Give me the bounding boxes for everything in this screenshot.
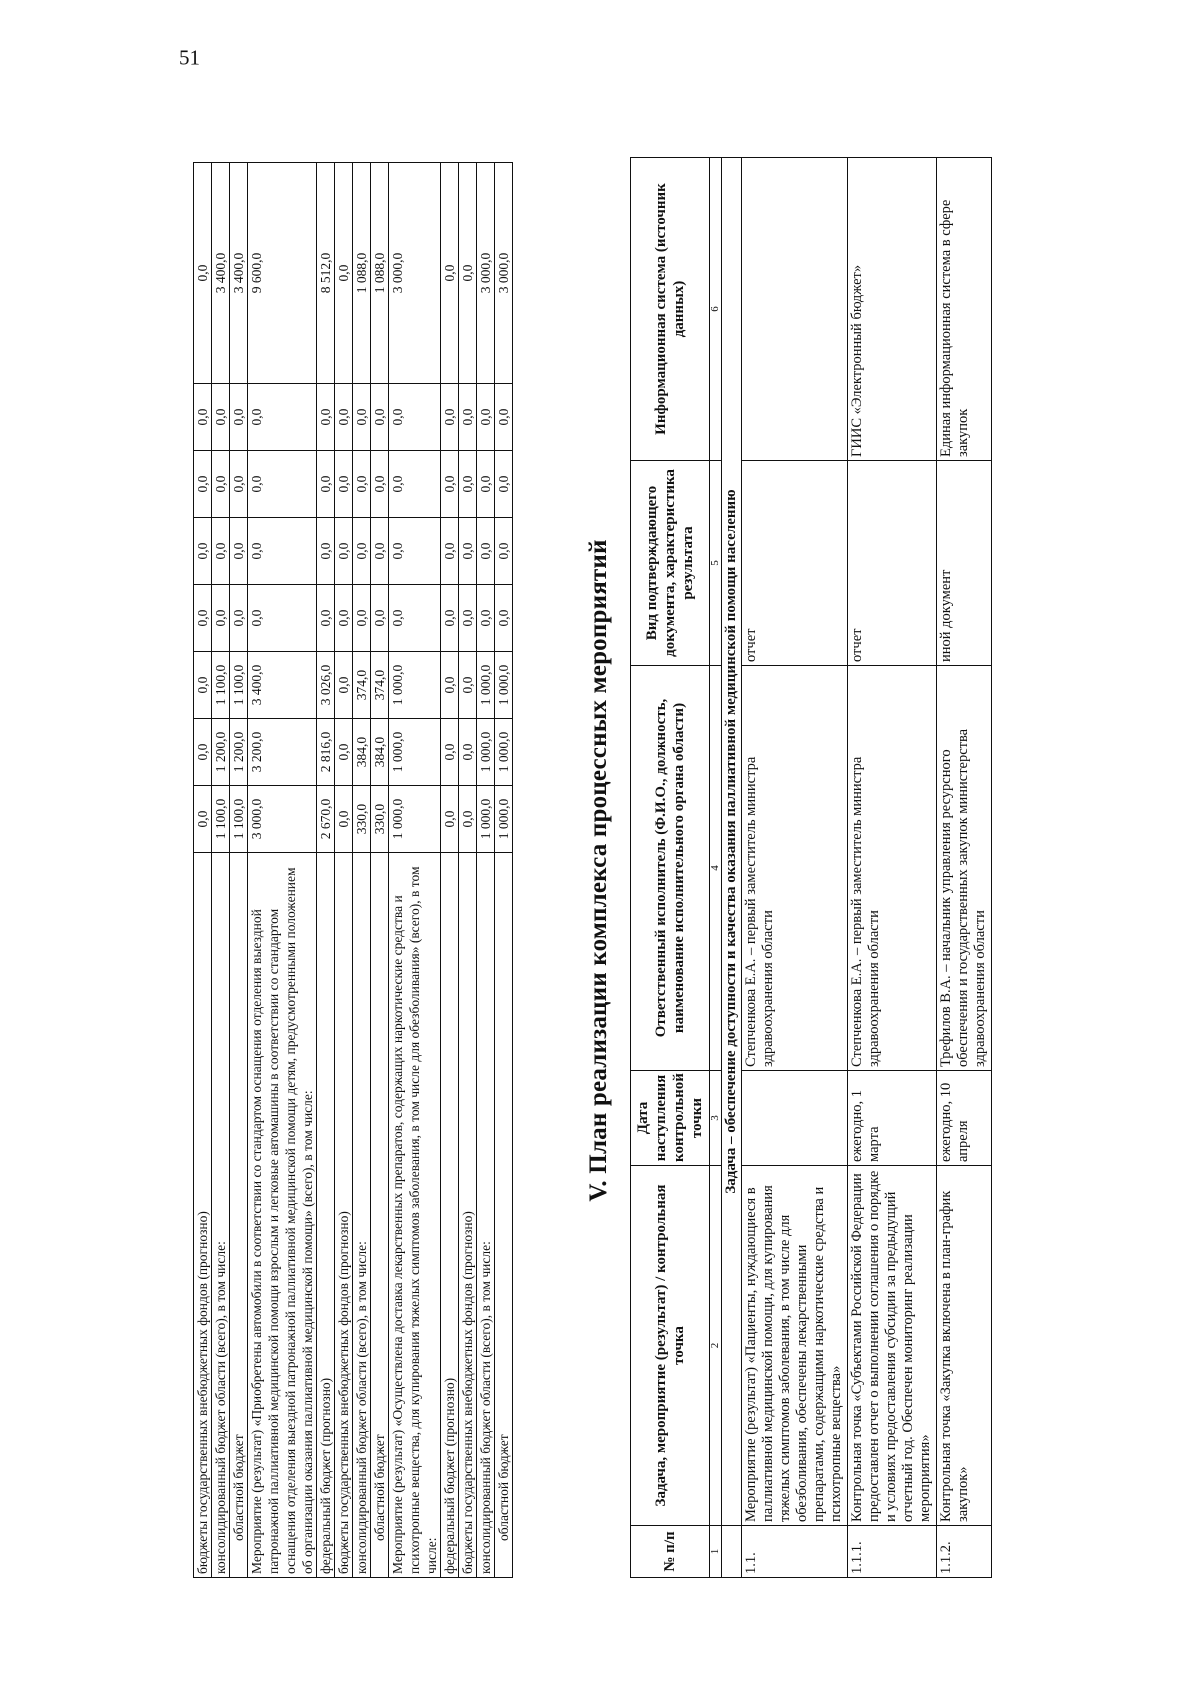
row-system: ГИИС «Электронный бюджет» bbox=[848, 158, 937, 461]
column-number: 5 bbox=[710, 461, 722, 666]
funding-year-value: 0,0 bbox=[335, 585, 353, 652]
funding-total-value: 3 000,0 bbox=[389, 163, 441, 384]
funding-year-value: 0,0 bbox=[212, 451, 230, 518]
funding-year-value: 1 200,0 bbox=[230, 719, 248, 786]
row-document: отчет bbox=[848, 461, 937, 666]
column-number: 4 bbox=[710, 666, 722, 1071]
funding-year-value: 1 000,0 bbox=[477, 786, 495, 853]
task-title: Задача – обеспечение доступности и качества оказания паллиативной медицинской помощи населению bbox=[722, 158, 742, 1526]
funding-year-value: 0,0 bbox=[335, 518, 353, 585]
funding-year-value: 0,0 bbox=[317, 585, 335, 652]
funding-year-value: 384,0 bbox=[371, 719, 389, 786]
funding-year-value: 0,0 bbox=[459, 719, 477, 786]
header-responsible: Ответственный исполнитель (Ф.И.О., должность, наименование исполнительного органа области) bbox=[631, 666, 710, 1071]
funding-row bbox=[353, 163, 371, 1578]
funding-table-body bbox=[194, 163, 513, 1578]
funding-year-value: 0,0 bbox=[495, 451, 513, 518]
funding-year-value: 0,0 bbox=[441, 518, 459, 585]
funding-year-value: 0,0 bbox=[335, 384, 353, 451]
funding-row bbox=[335, 163, 353, 1578]
header-document: Вид подтверждающего документа, характеристика результата bbox=[631, 461, 710, 666]
funding-year-value: 0,0 bbox=[459, 384, 477, 451]
funding-year-value: 0,0 bbox=[441, 384, 459, 451]
column-number: 2 bbox=[710, 1166, 722, 1526]
funding-year-value: 0,0 bbox=[230, 384, 248, 451]
row-number: 1.1. bbox=[742, 1526, 848, 1578]
plan-row bbox=[742, 158, 848, 1578]
funding-year-value: 0,0 bbox=[230, 451, 248, 518]
funding-table bbox=[193, 162, 513, 1578]
row-number: 1.1.2. bbox=[937, 1526, 992, 1578]
task-row bbox=[722, 158, 742, 1578]
row-date bbox=[742, 1071, 848, 1166]
funding-row-label: областной бюджет bbox=[230, 853, 248, 1578]
funding-year-value: 0,0 bbox=[317, 451, 335, 518]
row-date: ежегодно, 1 марта bbox=[848, 1071, 937, 1166]
funding-row bbox=[389, 163, 441, 1578]
header-number: № п/п bbox=[631, 1526, 710, 1578]
funding-year-value: 330,0 bbox=[353, 786, 371, 853]
header-task: Задача, мероприятие (результат) / контрольная точка bbox=[631, 1166, 710, 1526]
plan-header-row bbox=[631, 158, 710, 1578]
plan-column-number-row bbox=[710, 158, 722, 1578]
funding-year-value: 0,0 bbox=[212, 384, 230, 451]
funding-year-value: 1 100,0 bbox=[212, 652, 230, 719]
funding-year-value: 3 026,0 bbox=[317, 652, 335, 719]
funding-year-value: 0,0 bbox=[194, 585, 212, 652]
funding-year-value: 0,0 bbox=[459, 451, 477, 518]
funding-year-value: 0,0 bbox=[194, 384, 212, 451]
funding-row bbox=[441, 163, 459, 1578]
funding-year-value: 0,0 bbox=[477, 585, 495, 652]
funding-year-value: 0,0 bbox=[317, 384, 335, 451]
funding-total-value: 0,0 bbox=[194, 163, 212, 384]
row-document: отчет bbox=[742, 461, 848, 666]
funding-year-value: 0,0 bbox=[441, 719, 459, 786]
header-system: Информационная система (источник данных) bbox=[631, 158, 710, 461]
funding-year-value: 1 000,0 bbox=[477, 652, 495, 719]
funding-year-value: 0,0 bbox=[335, 652, 353, 719]
funding-year-value: 0,0 bbox=[194, 719, 212, 786]
row-title: Контрольная точка «Субъектами Российской Федерации предоставлен отчет о выполнении соглашения о порядке и условиях предоставления субсидии за предыдущий отчетный год. Обеспечен мониторинг реализации мероприятия» bbox=[848, 1166, 937, 1526]
funding-year-value: 0,0 bbox=[194, 786, 212, 853]
funding-row-label: областной бюджет bbox=[495, 853, 513, 1578]
funding-year-value: 0,0 bbox=[389, 585, 441, 652]
funding-year-value: 1 100,0 bbox=[230, 786, 248, 853]
funding-row bbox=[248, 163, 317, 1578]
funding-row-label: бюджеты государственных внебюджетных фондов (прогнозно) bbox=[194, 853, 212, 1578]
funding-row bbox=[459, 163, 477, 1578]
funding-total-value: 3 400,0 bbox=[212, 163, 230, 384]
funding-year-value: 0,0 bbox=[459, 585, 477, 652]
funding-year-value: 1 000,0 bbox=[495, 786, 513, 853]
funding-total-value: 0,0 bbox=[441, 163, 459, 384]
funding-row-label: Мероприятие (результат) «Осуществлена доставка лекарственных препаратов, содержащих наркотические средства и психотропные вещества, для купирования тяжелых симптомов заболевания, в том числе для обезболивания» (всего), в том числе: bbox=[389, 853, 441, 1578]
funding-year-value: 330,0 bbox=[371, 786, 389, 853]
row-responsible: Степченкова Е.А. – первый заместитель министра здравоохранения области bbox=[848, 666, 937, 1071]
funding-year-value: 1 000,0 bbox=[495, 719, 513, 786]
funding-row bbox=[212, 163, 230, 1578]
plan-row bbox=[937, 158, 992, 1578]
funding-year-value: 0,0 bbox=[389, 451, 441, 518]
funding-row bbox=[495, 163, 513, 1578]
row-system bbox=[742, 158, 848, 461]
funding-total-value: 1 088,0 bbox=[371, 163, 389, 384]
funding-total-value: 3 000,0 bbox=[495, 163, 513, 384]
funding-year-value: 1 200,0 bbox=[212, 719, 230, 786]
column-number: 1 bbox=[710, 1526, 722, 1578]
funding-row bbox=[194, 163, 212, 1578]
funding-year-value: 0,0 bbox=[441, 585, 459, 652]
funding-year-value: 0,0 bbox=[194, 518, 212, 585]
funding-total-value: 1 088,0 bbox=[353, 163, 371, 384]
funding-year-value: 0,0 bbox=[353, 585, 371, 652]
funding-year-value: 2 670,0 bbox=[317, 786, 335, 853]
funding-year-value: 1 100,0 bbox=[230, 652, 248, 719]
funding-row bbox=[371, 163, 389, 1578]
funding-total-value: 3 000,0 bbox=[477, 163, 495, 384]
funding-row-label: федеральный бюджет (прогнозно) bbox=[317, 853, 335, 1578]
column-number: 6 bbox=[710, 158, 722, 461]
funding-row-label: бюджеты государственных внебюджетных фондов (прогнозно) bbox=[459, 853, 477, 1578]
funding-year-value: 0,0 bbox=[477, 451, 495, 518]
funding-year-value: 1 000,0 bbox=[389, 786, 441, 853]
section-title: V. План реализации комплекса процессных мероприятий bbox=[585, 539, 612, 1202]
row-title: Контрольная точка «Закупка включена в план-график закупок» bbox=[937, 1166, 992, 1526]
row-number: 1.1.1. bbox=[848, 1526, 937, 1578]
funding-year-value: 0,0 bbox=[459, 652, 477, 719]
funding-year-value: 0,0 bbox=[248, 451, 317, 518]
funding-year-value: 0,0 bbox=[441, 451, 459, 518]
funding-year-value: 2 816,0 bbox=[317, 719, 335, 786]
funding-row bbox=[477, 163, 495, 1578]
funding-year-value: 3 200,0 bbox=[248, 719, 317, 786]
funding-year-value: 0,0 bbox=[212, 585, 230, 652]
funding-year-value: 0,0 bbox=[371, 585, 389, 652]
funding-total-value: 0,0 bbox=[459, 163, 477, 384]
funding-total-value: 3 400,0 bbox=[230, 163, 248, 384]
funding-year-value: 3 000,0 bbox=[248, 786, 317, 853]
funding-year-value: 0,0 bbox=[477, 384, 495, 451]
funding-year-value: 0,0 bbox=[335, 786, 353, 853]
funding-year-value: 0,0 bbox=[371, 518, 389, 585]
funding-year-value: 1 000,0 bbox=[495, 652, 513, 719]
plan-table-body bbox=[722, 158, 992, 1578]
funding-row bbox=[317, 163, 335, 1578]
funding-year-value: 1 000,0 bbox=[389, 652, 441, 719]
funding-year-value: 0,0 bbox=[230, 518, 248, 585]
funding-year-value: 0,0 bbox=[353, 518, 371, 585]
row-document: иной документ bbox=[937, 461, 992, 666]
funding-year-value: 384,0 bbox=[353, 719, 371, 786]
funding-row-label: бюджеты государственных внебюджетных фондов (прогнозно) bbox=[335, 853, 353, 1578]
funding-year-value: 0,0 bbox=[477, 518, 495, 585]
funding-year-value: 0,0 bbox=[495, 518, 513, 585]
funding-year-value: 374,0 bbox=[371, 652, 389, 719]
funding-total-value: 8 512,0 bbox=[317, 163, 335, 384]
row-responsible: Степченкова Е.А. – первый заместитель министра здравоохранения области bbox=[742, 666, 848, 1071]
rotated-landscape-page bbox=[155, 45, 1105, 1578]
header-date: Дата наступления контрольной точки bbox=[631, 1071, 710, 1166]
page-number: 51 bbox=[179, 45, 200, 70]
row-responsible: Трефилов В.А. – начальник управления ресурсного обеспечения и государственных закупок министерства здравоохранения области bbox=[937, 666, 992, 1071]
funding-row-label: консолидированный бюджет области (всего), в том числе: bbox=[477, 853, 495, 1578]
funding-year-value: 0,0 bbox=[441, 652, 459, 719]
funding-year-value: 0,0 bbox=[389, 518, 441, 585]
funding-year-value: 3 400,0 bbox=[248, 652, 317, 719]
funding-year-value: 0,0 bbox=[441, 786, 459, 853]
plan-row bbox=[848, 158, 937, 1578]
column-number: 3 bbox=[710, 1071, 722, 1166]
funding-year-value: 0,0 bbox=[353, 451, 371, 518]
funding-year-value: 0,0 bbox=[371, 451, 389, 518]
funding-row-label: Мероприятие (результат) «Приобретены автомобили в соответствии со стандартом оснащения отделения выездной патронажной паллиативной медицинской помощи взрослым и легковые автомашины в соответствии со стандартом оснащения отделения выездной патронажной паллиативной медицинской помощи детям, предусмотренными положением об организации оказания паллиативной медицинской помощи» (всего), в том числе: bbox=[248, 853, 317, 1578]
funding-year-value: 0,0 bbox=[248, 384, 317, 451]
funding-year-value: 0,0 bbox=[317, 518, 335, 585]
funding-year-value: 0,0 bbox=[495, 585, 513, 652]
funding-year-value: 0,0 bbox=[459, 518, 477, 585]
funding-year-value: 374,0 bbox=[353, 652, 371, 719]
funding-year-value: 1 100,0 bbox=[212, 786, 230, 853]
row-system: Единая информационная система в сфере закупок bbox=[937, 158, 992, 461]
funding-row-label: областной бюджет bbox=[371, 853, 389, 1578]
funding-year-value: 1 000,0 bbox=[389, 719, 441, 786]
funding-total-value: 9 600,0 bbox=[248, 163, 317, 384]
funding-year-value: 0,0 bbox=[335, 451, 353, 518]
funding-year-value: 0,0 bbox=[371, 384, 389, 451]
funding-year-value: 0,0 bbox=[353, 384, 371, 451]
funding-year-value: 0,0 bbox=[248, 518, 317, 585]
funding-total-value: 0,0 bbox=[335, 163, 353, 384]
funding-year-value: 0,0 bbox=[230, 585, 248, 652]
funding-year-value: 0,0 bbox=[194, 451, 212, 518]
plan-table bbox=[630, 157, 992, 1578]
funding-year-value: 0,0 bbox=[459, 786, 477, 853]
funding-year-value: 0,0 bbox=[248, 585, 317, 652]
funding-row-label: консолидированный бюджет области (всего), в том числе: bbox=[212, 853, 230, 1578]
funding-row-label: консолидированный бюджет области (всего), в том числе: bbox=[353, 853, 371, 1578]
funding-year-value: 0,0 bbox=[212, 518, 230, 585]
funding-year-value: 0,0 bbox=[194, 652, 212, 719]
funding-year-value: 0,0 bbox=[495, 384, 513, 451]
funding-row-label: федеральный бюджет (прогнозно) bbox=[441, 853, 459, 1578]
funding-row bbox=[230, 163, 248, 1578]
row-title: Мероприятие (результат) «Пациенты, нуждающиеся в паллиативной медицинской помощи, для купирования тяжелых симптомов заболевания, в том числе для обезболивания, обеспечены лекарственными препаратами, содержащими наркотические средства и психотропные вещества» bbox=[742, 1166, 848, 1526]
funding-year-value: 0,0 bbox=[389, 384, 441, 451]
funding-year-value: 0,0 bbox=[335, 719, 353, 786]
funding-year-value: 1 000,0 bbox=[477, 719, 495, 786]
row-date: ежегодно, 10 апреля bbox=[937, 1071, 992, 1166]
